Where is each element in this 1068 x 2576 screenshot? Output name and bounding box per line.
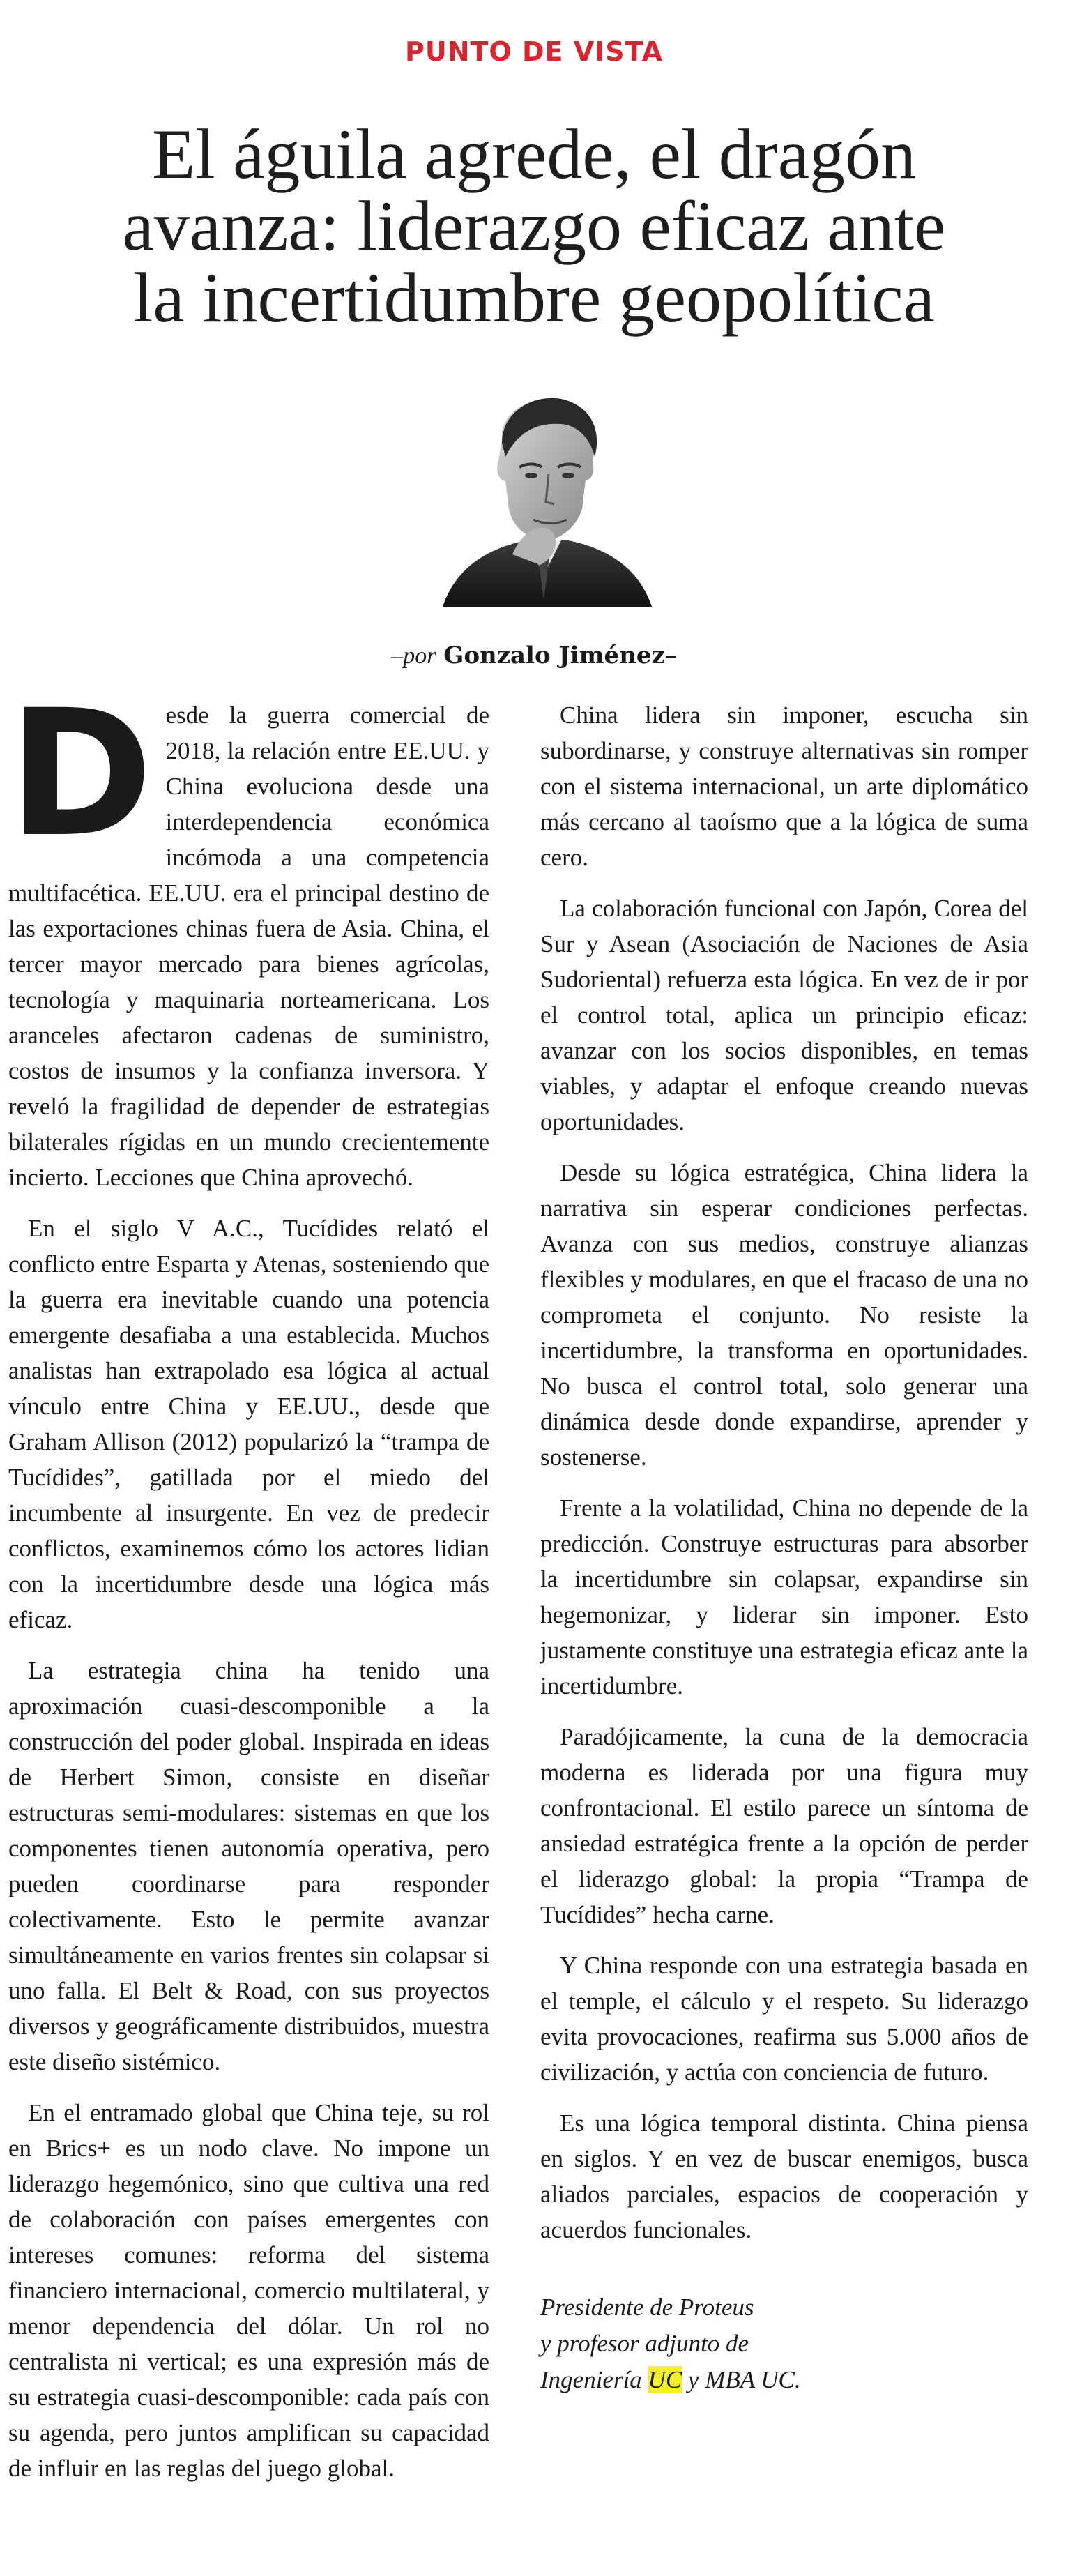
article-paragraph: En el siglo V A.C., Tucídides relató el conflicto entre Esparta y Atenas, sosteniendo que la guerra era inevitable cuando una potencia emergente desafiaba a una establecida. Muchos analistas han extrapolado esa lógica al actual vínculo entre China y EE.UU., desde que Graham Allison (2012) popularizó la “trampa de Tucídides”, gatillada por el miedo del incumbente al insurgente. En vez de predecir conflictos, examinemos cómo los actores lidian con la incertidumbre desde una lógica más eficaz. bbox=[8, 1215, 489, 1633]
article-paragraph: Paradójicamente, la cuna de la democracia moderna es liderada por una figura muy confrontacional. El estilo parece un síntoma de ansiedad estratégica frente a la opción de perder el liderazgo global: la propia “Trampa de Tucídides” hecha carne. bbox=[540, 1723, 1028, 1928]
article-paragraph: Y China responde con una estrategia basada en el temple, el cálculo y el respeto. Su liderazgo evita provocaciones, reafirma sus 5.000 años de civilización, y actúa con conciencia de futuro. bbox=[540, 1952, 1028, 2086]
headline-line-1: El águila agrede, el dragón bbox=[151, 115, 916, 194]
signature-line-3b: y MBA UC. bbox=[682, 2366, 801, 2393]
highlighted-text: UC bbox=[648, 2366, 682, 2393]
paragraph-1-text: esde la guerra comercial de 2018, la relación entre EE.UU. y China evoluciona desde una interdependencia económica incómoda a una competencia multifacética. EE.UU. era el principal destino de las exportaciones chinas fuera de Asia. China, el tercer mayor mercado para bienes agrícolas, tecnología y maquinaria norteamericana. Los aranceles afectaron cadenas de suministro, costos de insumos y la confianza inversora. Y reveló la fragilidad de depender de estrategias bilaterales rígidas en un mundo crecientemente incierto. Lecciones que China aprovechó. bbox=[8, 702, 489, 1191]
article-column-right bbox=[540, 697, 1028, 2414]
article-column-left bbox=[8, 672, 489, 2501]
article-paragraph: Es una lógica temporal distinta. China piensa en siglos. Y en vez de buscar enemigos, busca aliados parciales, espacios de cooperación y acuerdos funcionales. bbox=[540, 2109, 1028, 2243]
author-signature bbox=[540, 2289, 1028, 2398]
drop-cap: D bbox=[8, 672, 153, 875]
signature-line-1: Presidente de Proteus bbox=[540, 2294, 754, 2321]
byline-author: Gonzalo Jiménez bbox=[443, 642, 665, 669]
signature-line-3a: Ingeniería bbox=[540, 2366, 648, 2393]
article-paragraph: Frente a la volatilidad, China no depende de la predicción. Construye estructuras para absorber la incertidumbre sin colapsar, expandirse sin hegemonizar, y liderar sin imponer. Esto justamente constituye una estrategia eficaz ante la incertidumbre. bbox=[540, 1494, 1028, 1699]
section-label bbox=[0, 36, 1068, 67]
article-paragraph bbox=[8, 672, 489, 1195]
signature-line-2: y profesor adjunto de bbox=[540, 2330, 749, 2357]
section-label-text: PUNTO DE VISTA bbox=[405, 36, 663, 67]
article-paragraph: China lidera sin imponer, escucha sin subordinarse, y construye alternativas sin romper con el sistema internacional, un arte diplomático más cercano al taoísmo que a la lógica de suma cero. bbox=[540, 702, 1028, 871]
byline bbox=[0, 642, 1068, 669]
headline-line-2: avanza: liderazgo eficaz ante bbox=[122, 187, 946, 266]
author-portrait bbox=[429, 391, 659, 607]
article-paragraph: En el entramado global que China teje, su rol en Brics+ es un nodo clave. No impone un liderazgo hegemónico, sino que cultiva una red de colaboración con países emergentes con intereses comunes: reforma del sistema financiero internacional, comercio multilateral, y menor dependencia del dólar. Un rol no centralista ni vertical; es una expresión más de su estrategia cuasi-descomponible: cada país con su agenda, pero juntos amplifican su capacidad de influir en las reglas del juego global. bbox=[8, 2099, 489, 2482]
headline bbox=[28, 115, 1040, 338]
article-paragraph: Desde su lógica estratégica, China lidera la narrativa sin esperar condiciones perfectas. Avanza con sus medios, construye alianzas flexibles y modulares, en que el fracaso de una no comprometa el conjunto. No resiste la incertidumbre, la transforma en oportunidades. No busca el control total, solo generar una dinámica desde donde expandirse, aprender y sostenerse. bbox=[540, 1159, 1028, 1471]
headline-line-3: la incertidumbre geopolítica bbox=[133, 259, 935, 338]
byline-prefix: –por bbox=[391, 643, 436, 669]
article-paragraph: La colaboración funcional con Japón, Corea del Sur y Asean (Asociación de Naciones de Asia Sudoriental) refuerza esta lógica. En vez de ir por el control total, aplica un principio eficaz: avanzar con los socios disponibles, en temas viables, y adaptar el enfoque creando nuevas oportunidades. bbox=[540, 895, 1028, 1135]
article-paragraph: La estrategia china ha tenido una aproximación cuasi-descomponible a la construcción del poder global. Inspirada en ideas de Herbert Simon, consiste en diseñar estructuras semi-modulares: sistemas en que los componentes tienen autonomía operativa, pero pueden coordinarse para responder colectivamente. Esto le permite avanzar simultáneamente en varios frentes sin colapsar si uno falla. El Belt & Road, con sus proyectos diversos y geográficamente distribuidos, muestra este diseño sistémico. bbox=[8, 1657, 489, 2075]
byline-suffix: – bbox=[664, 642, 677, 669]
